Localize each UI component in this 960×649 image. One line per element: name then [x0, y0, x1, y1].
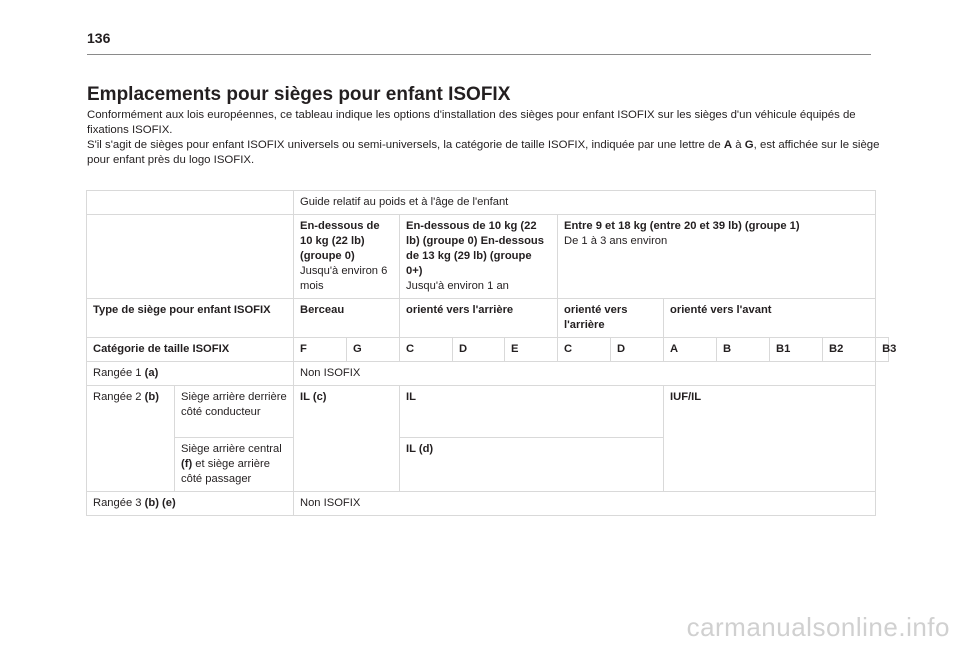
- row-value: Non ISOFIX: [294, 362, 876, 386]
- row-label-text: Rangée 2: [93, 391, 145, 403]
- seat-type-cell: Berceau: [294, 299, 400, 338]
- size-cell: D: [453, 338, 505, 362]
- seat-type-label: Type de siège pour enfant ISOFIX: [87, 299, 294, 338]
- weight-group-title: Entre 9 et 18 kg (entre 20 et 39 lb) (groupe 1): [564, 220, 800, 232]
- table-row-guide: [87, 191, 889, 215]
- weight-group-1: [558, 215, 876, 299]
- table-row-seat-type: [87, 299, 889, 338]
- size-cell: B2: [823, 338, 876, 362]
- table-row-size-category: [87, 338, 889, 362]
- intro-letter-g: G: [744, 139, 754, 151]
- row-label: [87, 492, 294, 516]
- size-cell: C: [400, 338, 453, 362]
- row-label-code: (b) (e): [144, 497, 176, 509]
- weight-group-age: De 1 à 3 ans environ: [564, 235, 668, 247]
- seat-position: Siège arrière derrière côté conducteur: [175, 386, 294, 438]
- intro-text-part: , est affichée sur le siège pour enfant près du logo ISOFIX.: [87, 139, 880, 166]
- table-row-rangee-3: [87, 492, 889, 516]
- weight-group-title: En-dessous de 10 kg (22 lb) (groupe 0): [300, 220, 380, 262]
- table-cell-empty: [87, 215, 294, 299]
- row-label-code: (b): [144, 391, 159, 403]
- row-value: IUF/IL: [664, 386, 876, 492]
- seat-position-text: Siège arrière central: [181, 443, 282, 455]
- intro-paragraph-1: Conformément aux lois européennes, ce tableau indique les options d'installation des sièges pour enfant ISOFIX sur les sièges d'un véhicule équipés de fixations ISOFIX.: [87, 109, 856, 136]
- seat-type-cell: orienté vers l'avant: [664, 299, 876, 338]
- row-label-text: Rangée 1: [93, 367, 145, 379]
- row-value: IL (d): [400, 438, 664, 492]
- table-row-rangee-2-a: [87, 386, 889, 438]
- size-cell: B1: [770, 338, 823, 362]
- table-cell-empty: [87, 191, 294, 215]
- size-cell: A: [664, 338, 717, 362]
- weight-group-age: Jusqu'à environ 1 an: [406, 280, 509, 292]
- header-rule: [87, 54, 871, 55]
- weight-group-title: En-dessous de 10 kg (22 lb) (groupe 0) En-dessous de 13 kg (29 lb) (groupe 0+): [406, 220, 544, 277]
- guide-header: Guide relatif au poids et à l'âge de l'enfant: [294, 191, 876, 215]
- size-category-label: Catégorie de taille ISOFIX: [87, 338, 294, 362]
- page-number: 136: [87, 30, 111, 46]
- row-value: IL: [400, 386, 664, 438]
- row-value: IL (c): [294, 386, 400, 492]
- weight-group-0-plus: [400, 215, 558, 299]
- intro-text-part: à: [732, 139, 745, 151]
- size-cell: C: [558, 338, 611, 362]
- table-row-weight-groups: [87, 215, 889, 299]
- row-label-text: Rangée 3: [93, 497, 145, 509]
- intro-letter-a: A: [723, 139, 733, 151]
- seat-position-text: et siège arrière côté passager: [181, 458, 270, 485]
- seat-type-cell: orienté vers l'arrière: [400, 299, 558, 338]
- size-cell: B3: [876, 338, 889, 362]
- page-title: Emplacements pour sièges pour enfant ISOFIX: [87, 84, 511, 105]
- table-row-rangee-1: [87, 362, 889, 386]
- intro-paragraph-2: [87, 138, 887, 168]
- seat-position-code: (f): [181, 458, 193, 470]
- weight-group-age: Jusqu'à environ 6 mois: [300, 265, 388, 292]
- size-cell: E: [505, 338, 558, 362]
- size-cell: F: [294, 338, 347, 362]
- seat-position: [175, 438, 294, 492]
- isofix-table: [86, 190, 897, 516]
- size-cell: D: [611, 338, 664, 362]
- seat-type-cell: orienté vers l'arrière: [558, 299, 664, 338]
- weight-group-0: [294, 215, 400, 299]
- watermark-text: carmanualsonline.info: [686, 612, 950, 642]
- row-label: [87, 386, 175, 492]
- row-label-code: (a): [144, 367, 159, 379]
- size-cell: B: [717, 338, 770, 362]
- intro-text: [87, 108, 887, 168]
- row-value: Non ISOFIX: [294, 492, 876, 516]
- intro-text-part: S'il s'agit de sièges pour enfant ISOFIX universels ou semi-universels, la catégorie de taille ISOFIX, indiquée par une lettre de: [87, 139, 724, 151]
- size-cell: G: [347, 338, 400, 362]
- row-label: [87, 362, 294, 386]
